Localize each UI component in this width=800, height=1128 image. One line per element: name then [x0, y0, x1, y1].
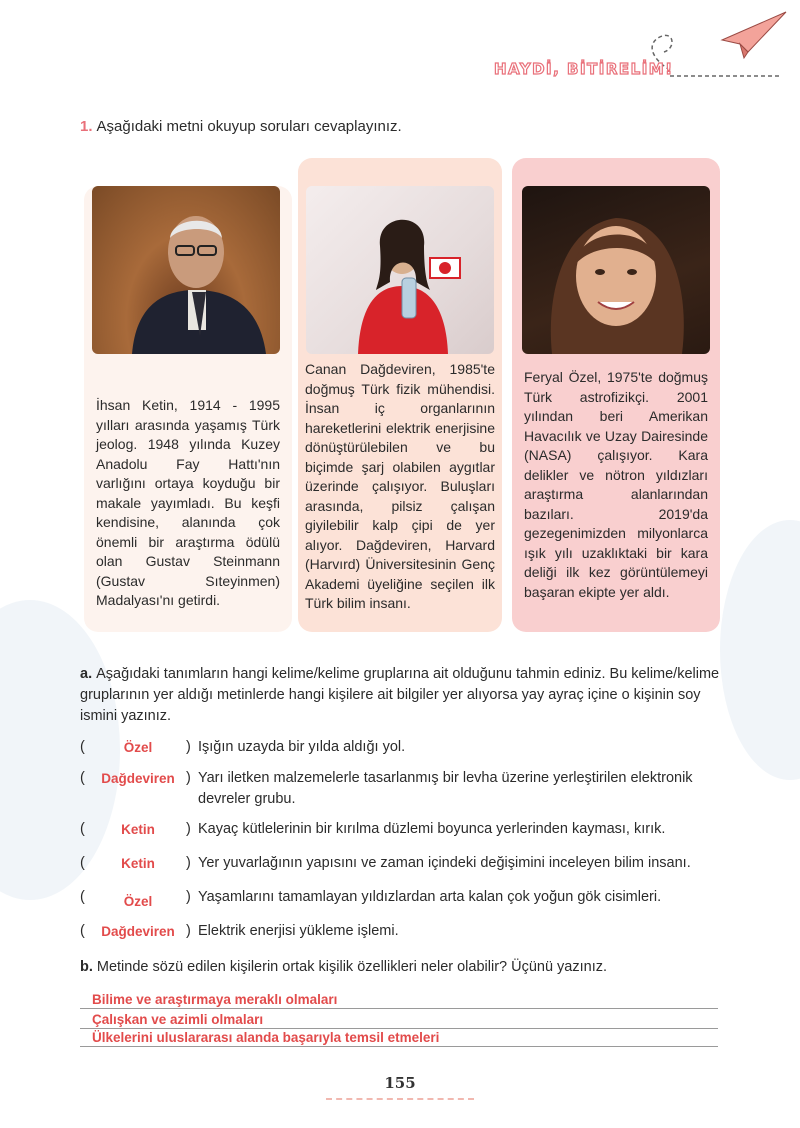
answer-surname[interactable]: Ketin [121, 856, 155, 871]
answer-surname[interactable]: Özel [123, 894, 153, 909]
definition-text: Işığın uzayda bir yılda aldığı yol. [198, 739, 406, 755]
definition-text: Yarı iletken malzemelerle tasarlanmış bir levha üzerine yerleştirilen elektronik devreler grubu. [198, 770, 693, 807]
answer-line[interactable] [80, 988, 718, 1009]
answer-surname[interactable]: Ketin [121, 822, 155, 837]
background-decoration [720, 520, 800, 780]
part-a-label: a. [80, 666, 93, 682]
definition-text: Elektrik enerjisi yükleme işlemi. [198, 923, 399, 939]
definition-text: Kayaç kütlelerinin bir kırılma düzlemi boyunca yerlerinden kayması, kırık. [198, 821, 666, 837]
portrait-photo-ketin [92, 186, 280, 354]
portrait-photo-dagdeviren [306, 186, 494, 354]
open-paren: ( [80, 821, 85, 837]
definition-text: Yer yuvarlağının yapısını ve zaman içindeki değişimini inceleyen bilim insanı. [198, 855, 691, 871]
answer-text: Çalışkan ve azimli olmaları [92, 1012, 264, 1027]
answer-text: Ülkelerini uluslararası alanda başarıyla temsil etmeleri [92, 1030, 440, 1045]
footer-divider [326, 1098, 474, 1100]
close-paren: ) [186, 855, 191, 871]
part-b-instructions [80, 957, 720, 978]
close-paren: ) [186, 821, 191, 837]
answer-line[interactable] [80, 1026, 718, 1047]
biography-text-ozel: Feryal Özel, 1975'te doğmuş Türk astrofizikçi. 2001 yılından beri Amerikan Havacılık ve Uzay Dairesinde (NASA) çalışıyor. Kara delikler ve nötron yıldızları araştırma alanlarından bazıları. 2019'da gezegenimizden milyonlarca ışık yılı uzaklıktaki bir kara deliği ilk kez görüntülemeyi başaran ekipte yer aldı. [524, 369, 708, 600]
part-a-text: Aşağıdaki tanımların hangi kelime/kelime gruplarına ait olduğunu tahmin ediniz. Bu kelime/kelime gruplarının yer aldığı metinlerde hangi kişilere ait bilgiler yer alıyorsa yay ayraç içine o kişinin soy ismini yazınız. [80, 666, 720, 724]
answer-surname[interactable]: Dağdeviren [101, 771, 175, 786]
question-text: Aşağıdaki metni okuyup soruları cevaplayınız. [96, 118, 402, 135]
question-heading [80, 118, 402, 135]
close-paren: ) [186, 770, 191, 786]
biography-text-dagdeviren: Canan Dağdeviren, 1985'te doğmuş Türk fizik mühendisi. İnsan iç organlarının hareketlerini elektrik enerjisine dönüştürülebilen ve bu biçimde şarj olabilen aygıtlar üzerinde çalışıyor. Buluşları arasında, pilsiz çalışan giyilebilir kalp çipi de yer alıyor. Dağdeviren, Harvard (Harvırd) Üniversitesinin Genç Akademi üyeliğine seçilen ilk Türk bilim insanı. [305, 361, 495, 611]
biography-text-ketin: İhsan Ketin, 1914 - 1995 yılları arasında yaşamış Türk jeolog. 1948 yılında Kuzey Anadolu Fay Hattı'nın varlığını ortaya koyduğu bir makale yayımladı. Bu keşfi kendisine, alanında çok önemli bir araştırma ödülü olan Gustav Steinmann (Gustav Sıteyinmen) Madalyası'nı getirdi. [96, 397, 280, 608]
page-number: 155 [384, 1074, 416, 1092]
open-paren: ( [80, 923, 85, 939]
close-paren: ) [186, 889, 191, 905]
open-paren: ( [80, 889, 85, 905]
part-a-instructions [80, 664, 720, 727]
close-paren: ) [186, 923, 191, 939]
section-title: HAYDİ, BİTİRELİM! [494, 60, 674, 78]
definition-text: Yaşamlarını tamamlayan yıldızlardan arta kalan çok yoğun gök cisimleri. [198, 889, 662, 905]
answer-text: Bilime ve araştırmaya meraklı olmaları [92, 992, 338, 1007]
open-paren: ( [80, 739, 85, 755]
portrait-photo-ozel [522, 186, 710, 354]
answer-surname[interactable]: Özel [123, 740, 153, 755]
open-paren: ( [80, 855, 85, 871]
answer-surname[interactable]: Dağdeviren [101, 924, 175, 939]
close-paren: ) [186, 739, 191, 755]
open-paren: ( [80, 770, 85, 786]
question-number: 1. [80, 118, 93, 135]
part-b-label: b. [80, 959, 93, 975]
part-b-text: Metinde sözü edilen kişilerin ortak kişilik özellikleri neler olabilir? Üçünü yazınız. [96, 959, 608, 975]
